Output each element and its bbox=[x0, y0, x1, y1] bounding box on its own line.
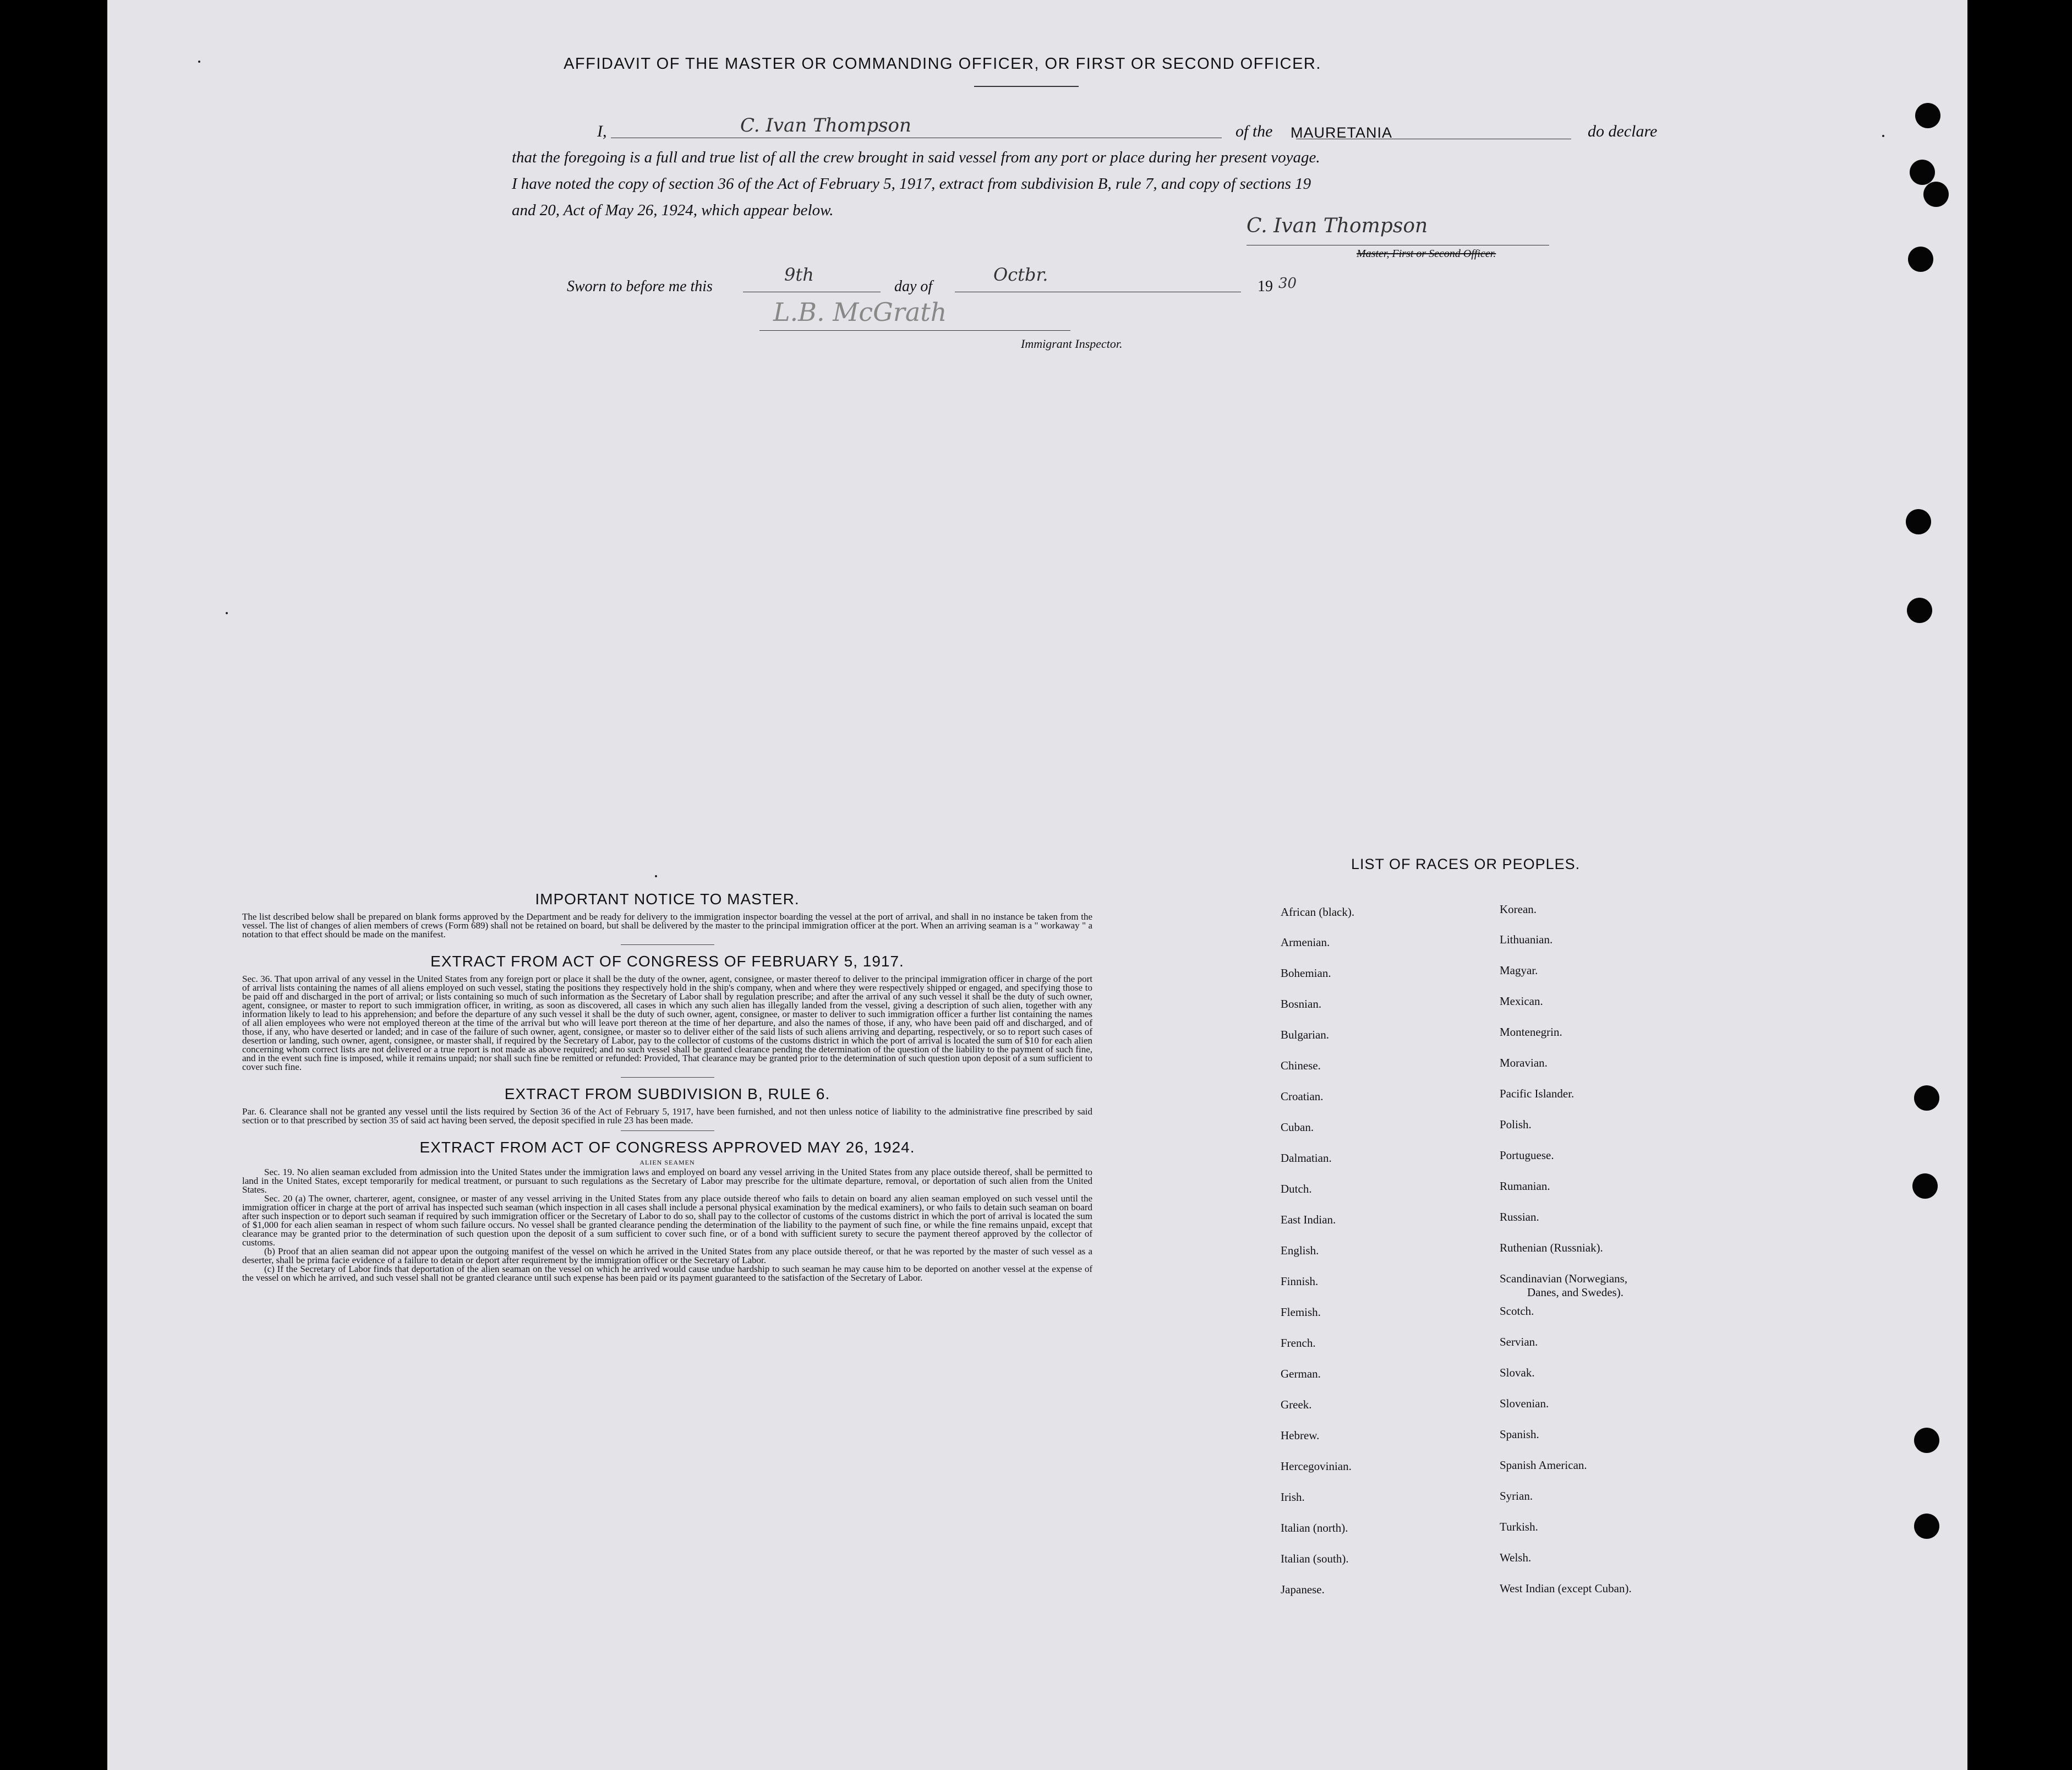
race-right: Magyar. bbox=[1500, 964, 1538, 977]
inspector-signature: L.B. McGrath bbox=[773, 297, 947, 327]
race-left: Flemish. bbox=[1281, 1305, 1321, 1319]
punch-hole bbox=[1910, 160, 1935, 185]
punch-hole bbox=[1914, 1085, 1939, 1111]
speck bbox=[198, 61, 200, 63]
affidavit-line-4: and 20, Act of May 26, 1924, which appear below. bbox=[512, 201, 834, 219]
race-left: Croatian. bbox=[1281, 1090, 1324, 1103]
extract1-body: Sec. 36. That upon arrival of any vessel in the United States from any foreign port or place it shall be the duty of the owner, agent, consignee, or master thereof to deliver to the principal immigration officer in charge of the port of arrival lists containing the names of all aliens employed on such vessel, stating the positions they respectively hold in the ship's company, when and where they were respectively shipped or engaged, and specifying those to be paid off and discharged in the port of arrival; or lists containing so much of such information as the Secretary of Labor shall by regulation prescribe; and after the arrival of any such vessel it shall be the duty of such owner, agent, consignee, or master to report to such immigration officer, in writing, as soon as discovered, all cases in which any such alien has illegally landed from the vessel, giving a description of such alien, together with any information likely to lead to his apprehension; and before the departure of any such vessel it shall be the duty of such owner, agent, consignee, or master to deliver to such immigration officer a further list containing the names of all alien employees who were not employed thereon at the time of the arrival but who will leave port thereon at the time of her departure, and also the names of those, if any, who have been paid off and discharged, and of those, if any, who have deserted or landed; and in case of the failure of such owner, agent, consignee, or master so to deliver either of the said lists of such aliens arriving and departing, respectively, or so to report such cases of desertion or landing, such owner, agent, consignee, or master shall, if required by the Secretary of Labor, pay to the collector of customs of the customs district in which the port of arrival is located the sum of $10 for each alien concerning whom correct lists are not delivered or a true report is not made as above required; and no such vessel shall be granted clearance pending the determination of the question of the liability to the payment of such fine, and in the event such fine is imposed, while it remains unpaid; nor shall such fine be remitted or refunded: Provided, That clearance may be granted prior to the determination of such question upon deposit of a sum sufficient to cover such fine. bbox=[242, 974, 1092, 1072]
race-right: Scotch. bbox=[1500, 1304, 1534, 1318]
race-right: Montenegrin. bbox=[1500, 1025, 1562, 1039]
race-left: Bulgarian. bbox=[1281, 1028, 1330, 1041]
extract3-sec20b: (b) Proof that an alien seaman did not appear upon the outgoing manifest of the vessel on which he arrived in the United States from any place outside thereof, or that he was reported by the master of such vessel as a deserter, shall be prima facie evidence of a failure to detain or deport after requirement by the immigration officer or the Secretary of Labor. bbox=[242, 1246, 1092, 1265]
race-left: Greek. bbox=[1281, 1398, 1312, 1411]
title-rule bbox=[974, 86, 1079, 87]
extract2-body: Par. 6. Clearance shall not be granted any vessel until the lists required by Section 36 of the Act of February 5, 1917, have been furnished, and not then unless notice of liability to the administrative fine prescribed by said section or to that prescribed by section 35 of said act having been served, the deposit specified in rule 23 has been made. bbox=[242, 1106, 1092, 1126]
master-signature-caption: Master, First or Second Officer. bbox=[1357, 248, 1496, 260]
speck bbox=[226, 612, 228, 614]
punch-hole bbox=[1912, 1173, 1938, 1199]
race-right: Spanish American. bbox=[1500, 1458, 1587, 1472]
race-left: Finnish. bbox=[1281, 1275, 1319, 1288]
race-right: West Indian (except Cuban). bbox=[1500, 1582, 1632, 1595]
race-left: Bohemian. bbox=[1281, 966, 1331, 980]
sworn-label: Sworn to before me this bbox=[567, 278, 713, 295]
sworn-year: 30 bbox=[1278, 275, 1297, 292]
race-right: Mexican. bbox=[1500, 995, 1543, 1008]
race-right: Rumanian. bbox=[1500, 1179, 1550, 1193]
race-right: Pacific Islander. bbox=[1500, 1087, 1574, 1100]
race-left: Italian (south). bbox=[1281, 1552, 1349, 1565]
race-left: Japanese. bbox=[1281, 1583, 1325, 1596]
race-right: Ruthenian (Russniak). bbox=[1500, 1241, 1603, 1254]
race-left: English. bbox=[1281, 1244, 1319, 1257]
extract3-sec20c: (c) If the Secretary of Labor finds that deportation of the alien seaman on the vessel on which he arrived would cause undue hardship to such seaman he may cause him to be deported on another vessel at the expense of the vessel on which he arrived, and such vessel shall not be granted clearance until such expense has been paid or its payment guaranteed to the satisfaction of the Secretary of Labor. bbox=[242, 1264, 1092, 1283]
race-left: Irish. bbox=[1281, 1490, 1305, 1504]
i-label: I, bbox=[597, 122, 607, 140]
race-right: Polish. bbox=[1500, 1118, 1532, 1131]
signer-handwriting: C. Ivan Thompson bbox=[740, 114, 911, 136]
race-right: Scandinavian (Norwegians, bbox=[1500, 1272, 1628, 1285]
races-heading: LIST OF RACES OR PEOPLES. bbox=[1351, 856, 1581, 872]
day-of-label: day of bbox=[894, 278, 933, 295]
notice-body: The list described below shall be prepared on blank forms approved by the Department and be ready for delivery to the immigration inspector boarding the vessel at the port of arrival, and shall in no instance be taken from the vessel. The list of changes of alien members of crews (Form 689) shall not be retained on board, but shall be delivered by the master to the principal immigration officer at the port. When an arriving seaman is a " workaway " a notation to that effect should be made on the manifest. bbox=[242, 911, 1092, 939]
speck bbox=[655, 875, 657, 877]
extract2-rule bbox=[621, 1130, 714, 1131]
race-left: French. bbox=[1281, 1336, 1316, 1350]
punch-hole bbox=[1914, 1514, 1939, 1539]
race-right: Slovenian. bbox=[1500, 1397, 1549, 1410]
race-left: Dutch. bbox=[1281, 1182, 1312, 1195]
race-left: Hercegovinian. bbox=[1281, 1460, 1352, 1473]
extract3-sec20a: Sec. 20 (a) The owner, charterer, agent, consignee, or master of any vessel arriving in the United States from any place outside thereof who fails to detain on board any alien seaman employed on such vessel until the immigration officer in charge at the port of arrival has inspected such seaman (which inspection in all cases shall include a personal physical examination by the medical examiners), or who fails to detain such seaman on board after such inspection or to deport such seaman if required by such immigration officer or the Secretary of Labor to do so, shall pay to the collector of customs of the customs district in which the port of arrival is located the sum of $1,000 for each alien seaman in respect of whom such failure occurs. No vessel shall be granted clearance pending the determination of the liability to the payment of such fine, or while the fine remains unpaid, except that clearance may be granted prior to the determination of such question upon the deposit of a sum sufficient to cover such fine, or of a bond with sufficient surety to secure the payment thereof approved by the collector of customs. bbox=[242, 1193, 1092, 1248]
extract1-heading: EXTRACT FROM ACT OF CONGRESS OF FEBRUARY 5, 1917. bbox=[430, 953, 904, 970]
race-left: Dalmatian. bbox=[1281, 1151, 1332, 1165]
affidavit-title: AFFIDAVIT OF THE MASTER OR COMMANDING OFFICER, OR FIRST OR SECOND OFFICER. bbox=[564, 55, 1321, 73]
of-the-label: of the bbox=[1235, 122, 1273, 140]
affidavit-line-3: I have noted the copy of section 36 of the Act of February 5, 1917, extract from subdivision B, rule 7, and copy of sections 19 bbox=[512, 175, 1311, 193]
race-left: Armenian. bbox=[1281, 936, 1330, 949]
race-right: Russian. bbox=[1500, 1210, 1539, 1223]
master-signature: C. Ivan Thompson bbox=[1247, 215, 1428, 237]
race-right: Spanish. bbox=[1500, 1428, 1539, 1441]
race-left: Cuban. bbox=[1281, 1121, 1314, 1134]
race-right: Danes, and Swedes). bbox=[1527, 1286, 1623, 1299]
race-left: Chinese. bbox=[1281, 1059, 1321, 1072]
race-left: African (black). bbox=[1281, 905, 1355, 919]
affidavit-line-2: that the foregoing is a full and true list of all the crew brought in said vessel from any port or place during her present voyage. bbox=[512, 149, 1320, 166]
notice-section bbox=[242, 891, 1092, 1282]
extract1-rule bbox=[621, 1077, 714, 1078]
sworn-day: 9th bbox=[784, 264, 814, 285]
punch-hole bbox=[1915, 103, 1940, 128]
extract3-heading: EXTRACT FROM ACT OF CONGRESS APPROVED MAY 26, 1924. bbox=[419, 1139, 915, 1156]
document-page bbox=[107, 0, 1967, 1770]
race-left: Hebrew. bbox=[1281, 1429, 1320, 1442]
sworn-month: Octbr. bbox=[993, 264, 1048, 285]
inspector-line bbox=[759, 330, 1070, 331]
sworn-year-prefix: 19 bbox=[1258, 278, 1273, 295]
extract3-sec19: Sec. 19. No alien seaman excluded from admission into the United States under the immigration laws and employed on board any vessel arriving in the United States from any place outside thereof, shall be permitted to land in the United States, except temporarily for medical treatment, or pursuant to such regulations as the Secretary of Labor may prescribe for the ultimate departure, removal, or deportation of such alien from the United States. bbox=[242, 1167, 1092, 1195]
race-right: Syrian. bbox=[1500, 1489, 1533, 1503]
do-declare-label: do declare bbox=[1588, 122, 1658, 140]
speck bbox=[1882, 135, 1884, 137]
punch-hole bbox=[1923, 182, 1949, 207]
race-right: Lithuanian. bbox=[1500, 933, 1553, 946]
race-left: Bosnian. bbox=[1281, 997, 1322, 1010]
punch-hole bbox=[1914, 1428, 1939, 1453]
race-right: Portuguese. bbox=[1500, 1149, 1554, 1162]
race-left: Italian (north). bbox=[1281, 1521, 1348, 1534]
race-left: East Indian. bbox=[1281, 1213, 1336, 1226]
extract2-heading: EXTRACT FROM SUBDIVISION B, RULE 6. bbox=[504, 1085, 830, 1102]
notice-heading: IMPORTANT NOTICE TO MASTER. bbox=[535, 891, 800, 908]
race-right: Turkish. bbox=[1500, 1520, 1538, 1533]
extract3-subheading: ALIEN SEAMEN bbox=[639, 1159, 695, 1166]
vessel-name: MAURETANIA bbox=[1291, 124, 1393, 141]
race-right: Servian. bbox=[1500, 1335, 1538, 1348]
race-right: Korean. bbox=[1500, 903, 1537, 916]
punch-hole bbox=[1907, 598, 1932, 623]
race-right: Moravian. bbox=[1500, 1056, 1548, 1069]
inspector-caption: Immigrant Inspector. bbox=[1021, 337, 1123, 351]
notice-rule bbox=[621, 944, 714, 945]
race-right: Welsh. bbox=[1500, 1551, 1532, 1564]
race-left: German. bbox=[1281, 1367, 1321, 1380]
punch-hole bbox=[1906, 509, 1931, 534]
punch-hole bbox=[1908, 247, 1933, 272]
race-right: Slovak. bbox=[1500, 1366, 1535, 1379]
